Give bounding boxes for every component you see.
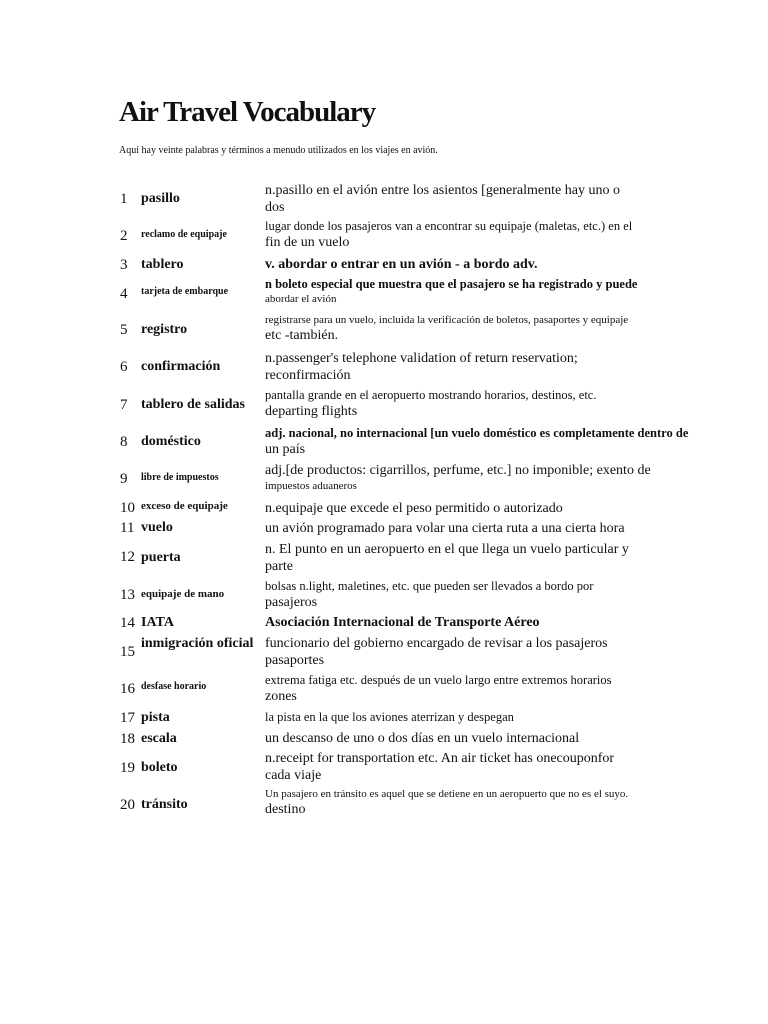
- entry-definition: [265, 750, 745, 784]
- entry-term: tarjeta de embarque: [141, 286, 229, 297]
- entry-definition: [265, 500, 745, 517]
- entry-definition: [265, 350, 745, 384]
- entry-number: 5: [120, 322, 128, 338]
- definition-line: zones: [265, 689, 297, 704]
- entry-definition: [265, 387, 745, 420]
- definition-line: Asociación Internacional de Transporte Aéreo: [265, 615, 540, 630]
- definition-line: dos: [265, 200, 285, 215]
- entry-term: doméstico: [141, 434, 201, 449]
- entry-term: reclamo de equipaje: [141, 229, 227, 240]
- entry-definition: [265, 218, 745, 251]
- entry-term: tablero: [141, 257, 184, 272]
- definition-line: reconfirmación: [265, 368, 351, 383]
- entry-number: 11: [120, 520, 135, 536]
- entry-term: IATA: [141, 615, 174, 630]
- entry-definition: [265, 425, 745, 458]
- entry-term: puerta: [141, 550, 181, 565]
- page-subtitle: Aquí hay veinte palabras y términos a menudo utilizados en los viajes en avión.: [119, 145, 438, 156]
- definition-line: n.equipaje que excede el peso permitido o autorizado: [265, 501, 563, 516]
- entry-number: 1: [120, 191, 128, 207]
- entry-term: pista: [141, 710, 170, 725]
- definition-line: cada viaje: [265, 768, 322, 783]
- entry-definition: [265, 635, 745, 669]
- definition-line: fin de un vuelo: [265, 235, 350, 250]
- definition-line: pasaportes: [265, 653, 325, 668]
- entry-term: inmigración oficial: [141, 636, 254, 651]
- definition-line: lugar donde los pasajeros van a encontrar su equipaje (maletas, etc.) en el: [265, 219, 633, 233]
- entry-term: tránsito: [141, 797, 188, 812]
- entry-definition: [265, 614, 745, 631]
- entry-number: 14: [120, 615, 135, 631]
- definition-line: etc -también.: [265, 328, 339, 343]
- definition-line: un descanso de uno o dos días en un vuelo internacional: [265, 731, 580, 746]
- entry-number: 3: [120, 257, 128, 273]
- entry-number: 8: [120, 434, 128, 450]
- entry-term: exceso de equipaje: [141, 500, 228, 512]
- entry-number: 15: [120, 644, 135, 660]
- entry-term: desfase horario: [141, 681, 207, 692]
- entry-number: 4: [120, 286, 128, 302]
- definition-line: n.receipt for transportation etc. An air ticket has onecouponfor: [265, 751, 615, 766]
- definition-line: abordar el avión: [265, 293, 337, 305]
- entry-number: 16: [120, 681, 135, 697]
- definition-line: departing flights: [265, 404, 358, 419]
- definition-line: bolsas n.light, maletines, etc. que pueden ser llevados a bordo por: [265, 579, 594, 593]
- definition-line: un avión programado para volar una cierta ruta a una cierta hora: [265, 521, 625, 536]
- entry-definition: [265, 578, 745, 611]
- entry-term: equipaje de mano: [141, 588, 225, 600]
- page-title: Air Travel Vocabulary: [119, 96, 376, 128]
- definition-line: adj.[de productos: cigarrillos, perfume, etc.] no imponible; exento de: [265, 463, 651, 478]
- entry-term: vuelo: [141, 520, 173, 535]
- entry-term: pasillo: [141, 191, 180, 206]
- definition-line: destino: [265, 802, 306, 817]
- entry-definition: [265, 462, 745, 493]
- entry-definition: [265, 709, 745, 725]
- definition-line: adj. nacional, no internacional [un vuelo doméstico es completamente dentro de: [265, 426, 689, 440]
- entry-definition: [265, 276, 745, 306]
- entry-term: boleto: [141, 760, 178, 775]
- entry-number: 7: [120, 397, 128, 413]
- entry-term: tablero de salidas: [141, 397, 245, 412]
- definition-line: pasajeros: [265, 595, 318, 610]
- entry-definition: [265, 672, 745, 705]
- definition-line: n. El punto en un aeropuerto en el que llega un vuelo particular y: [265, 542, 629, 557]
- entry-definition: [265, 787, 745, 818]
- definition-line: impuestos aduaneros: [265, 480, 357, 492]
- entry-number: 18: [120, 731, 135, 747]
- entry-number: 17: [120, 710, 135, 726]
- entry-definition: [265, 730, 745, 747]
- definition-line: la pista en la que los aviones aterrizan y despegan: [265, 710, 514, 724]
- definition-line: registrarse para un vuelo, incluida la verificación de boletos, pasaportes y equipaje: [265, 314, 629, 326]
- entry-definition: [265, 256, 745, 273]
- entry-number: 6: [120, 359, 128, 375]
- entry-definition: [265, 313, 745, 344]
- definition-line: parte: [265, 559, 293, 574]
- entry-definition: [265, 541, 745, 575]
- entry-term: libre de impuestos: [141, 472, 219, 483]
- definition-line: un país: [265, 442, 306, 457]
- entry-term: registro: [141, 322, 188, 337]
- definition-line: extrema fatiga etc. después de un vuelo largo entre extremos horarios: [265, 673, 612, 687]
- entry-number: 20: [120, 797, 135, 813]
- definition-line: n boleto especial que muestra que el pasajero se ha registrado y puede: [265, 277, 638, 291]
- definition-line: Un pasajero en tránsito es aquel que se detiene en un aeropuerto que no es el suyo.: [265, 788, 629, 800]
- definition-line: n.passenger's telephone validation of return reservation;: [265, 351, 578, 366]
- entry-number: 13: [120, 587, 135, 603]
- entry-definition: [265, 520, 745, 537]
- entry-number: 19: [120, 760, 135, 776]
- entry-number: 2: [120, 228, 128, 244]
- entry-term: escala: [141, 731, 177, 746]
- entry-number: 9: [120, 471, 128, 487]
- entry-term: confirmación: [141, 359, 221, 374]
- definition-line: v. abordar o entrar en un avión - a bordo adv.: [265, 257, 538, 272]
- definition-line: n.pasillo en el avión entre los asientos [generalmente hay uno o: [265, 183, 620, 198]
- entry-definition: [265, 182, 745, 216]
- entry-number: 12: [120, 549, 135, 565]
- definition-line: funcionario del gobierno encargado de revisar a los pasajeros: [265, 636, 608, 651]
- definition-line: pantalla grande en el aeropuerto mostrando horarios, destinos, etc.: [265, 388, 597, 402]
- entry-number: 10: [120, 500, 135, 516]
